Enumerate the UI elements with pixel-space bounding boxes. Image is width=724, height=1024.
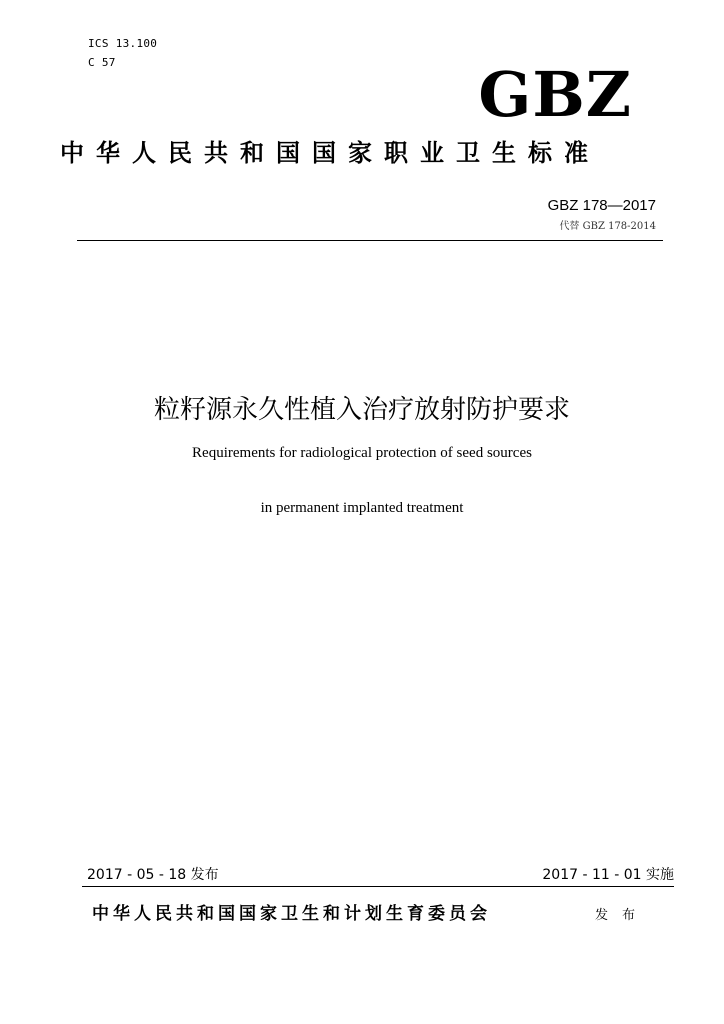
ics-code: ICS 13.100 bbox=[88, 37, 158, 50]
issue-verb: 发布 bbox=[595, 908, 650, 923]
document-title-english-line1: Requirements for radiological protection of seed sources bbox=[192, 445, 532, 461]
replaces-standard: 代替 GBZ 178-2014 bbox=[559, 221, 656, 232]
document-title-english-line2: in permanent implanted treatment bbox=[260, 500, 464, 516]
gbz-logo: GBZ bbox=[478, 58, 632, 131]
issue-date: 2017 - 05 - 18 发布 bbox=[87, 867, 219, 883]
issuing-authority: 中华人民共和国国家卫生和计划生育委员会 bbox=[92, 904, 491, 924]
ccs-code: C 57 bbox=[88, 56, 116, 69]
header-divider bbox=[77, 240, 663, 241]
standard-number: GBZ 178—2017 bbox=[547, 197, 656, 214]
standard-type-heading: 中华人民共和国国家职业卫生标准 bbox=[60, 138, 600, 167]
document-title-chinese: 粒籽源永久性植入治疗放射防护要求 bbox=[153, 395, 570, 425]
implementation-date: 2017 - 11 - 01 实施 bbox=[542, 867, 674, 883]
footer-divider bbox=[82, 886, 674, 887]
